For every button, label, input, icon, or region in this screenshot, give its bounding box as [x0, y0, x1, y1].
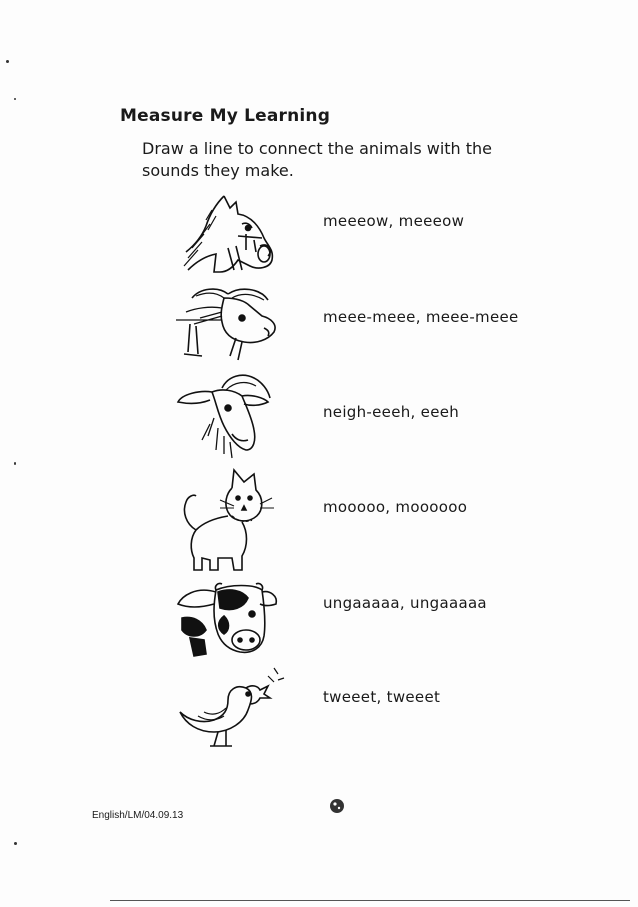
- scan-speck: [14, 98, 16, 100]
- sound-option-4: mooooo, moooooo: [323, 498, 468, 516]
- sound-option-2: meee-meee, meee-meee: [323, 308, 519, 326]
- sound-option-3: neigh-eeeh, eeeh: [323, 403, 460, 421]
- instructions: Draw a line to connect the animals with the sounds they make.: [142, 139, 493, 180]
- sound-option-5: ungaaaaa, ungaaaaa: [323, 594, 487, 612]
- page-edge-line: [110, 900, 630, 901]
- horse-icon: [176, 190, 281, 275]
- section-title: Measure My Learning: [120, 106, 331, 126]
- cat-icon: [176, 466, 276, 576]
- seal-logo-icon: [328, 796, 346, 820]
- scan-speck: [14, 842, 17, 845]
- bird-icon: [174, 660, 286, 748]
- footer-code: English/LM/04.09.13: [92, 810, 184, 821]
- scan-speck: [6, 60, 9, 63]
- sound-option-1: meeeow, meeeow: [323, 212, 465, 230]
- cow-icon: [174, 578, 280, 660]
- scan-speck: [14, 462, 16, 465]
- sound-option-6: tweeet, tweeet: [323, 688, 441, 706]
- carabao-icon: [170, 284, 282, 364]
- goat-icon: [172, 370, 274, 460]
